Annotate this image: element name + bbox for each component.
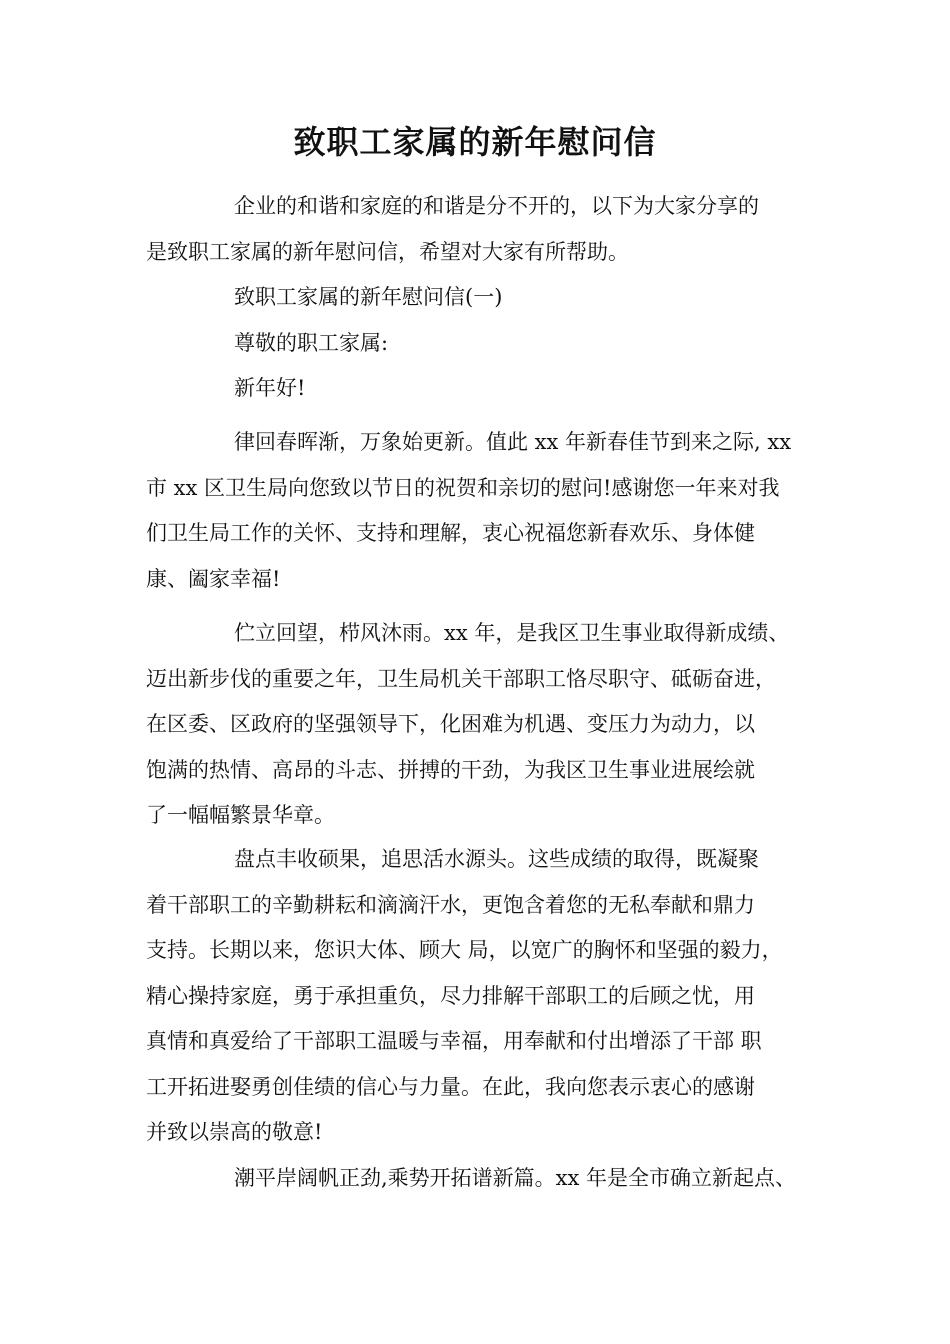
paragraph-greeting: [146, 366, 810, 412]
text-line: 企业的和谐和家庭的和谐是分不开的，以下为大家分享的: [234, 194, 759, 218]
text-line: 新年好!: [234, 376, 306, 400]
text-line: 市 xx 区卫生局向您致以节日的祝贺和亲切的慰问!感谢您一年来对我: [146, 475, 780, 500]
text-line: 律回春晖渐，万象始更新。值此 xx 年新春佳节到来之际, xx: [234, 430, 792, 454]
paragraph-salutation: [146, 321, 810, 367]
text-line: 致职工家属的新年慰问信(一): [234, 285, 503, 309]
paragraph-body-3: [146, 837, 810, 1156]
paragraph-body-2: [146, 611, 810, 839]
text-line: 康、阖家幸福!: [146, 566, 281, 591]
text-line: 饱满的热情、高昂的斗志、拼搏的干劲，为我区卫生事业进展绘就: [146, 757, 755, 782]
paragraph-letter-heading: [146, 275, 810, 321]
text-line: 着干部职工的辛勤耕耘和滴滴汗水，更饱含着您的无私奉献和鼎力: [146, 892, 755, 917]
text-line: 工开拓进娶勇创佳绩的信心与力量。在此，我向您表示衷心的感谢: [146, 1074, 755, 1099]
document-title: 致职工家属的新年慰问信: [293, 123, 657, 161]
text-line: 精心操持家庭，勇于承担重负，尽力排解干部职工的后顾之忧，用: [146, 983, 755, 1008]
paragraph-body-1: [146, 420, 810, 602]
paragraph-body-4: [146, 1156, 810, 1202]
paragraph-intro: [146, 184, 810, 275]
text-line: 支持。长期以来，您识大体、顾大 局，以宽广的胸怀和坚强的毅力，: [146, 938, 783, 962]
text-line: 了一幅幅繁景华章。: [146, 803, 335, 827]
text-line: 真情和真爱给了干部职工温暖与幸福，用奉献和付出增添了干部 职: [146, 1029, 762, 1053]
text-line: 尊敬的职工家属:: [234, 331, 389, 355]
text-line: 是致职工家属的新年慰问信，希望对大家有所帮助。: [146, 239, 629, 264]
text-line: 并致以崇高的敬意!: [146, 1120, 323, 1144]
text-line: 迈出新步伐的重要之年，卫生局机关干部职工恪尽职守、砥砺奋进，: [146, 666, 776, 691]
text-line: 们卫生局工作的关怀、支持和理解，衷心祝福您新春欢乐、身体健: [146, 521, 755, 545]
text-line: 盘点丰收硕果，追思活水源头。这些成绩的取得，既凝聚: [234, 847, 759, 871]
text-line: 伫立回望，栉风沐雨。xx 年，是我区卫生事业取得新成绩、: [234, 621, 790, 645]
text-line: 在区委、区政府的坚强领导下，化困难为机遇、变压力为动力，以: [146, 712, 755, 736]
text-line: 潮平岸阔帆正劲,乘势开拓谱新篇。xx 年是全市确立新起点、: [234, 1166, 797, 1190]
